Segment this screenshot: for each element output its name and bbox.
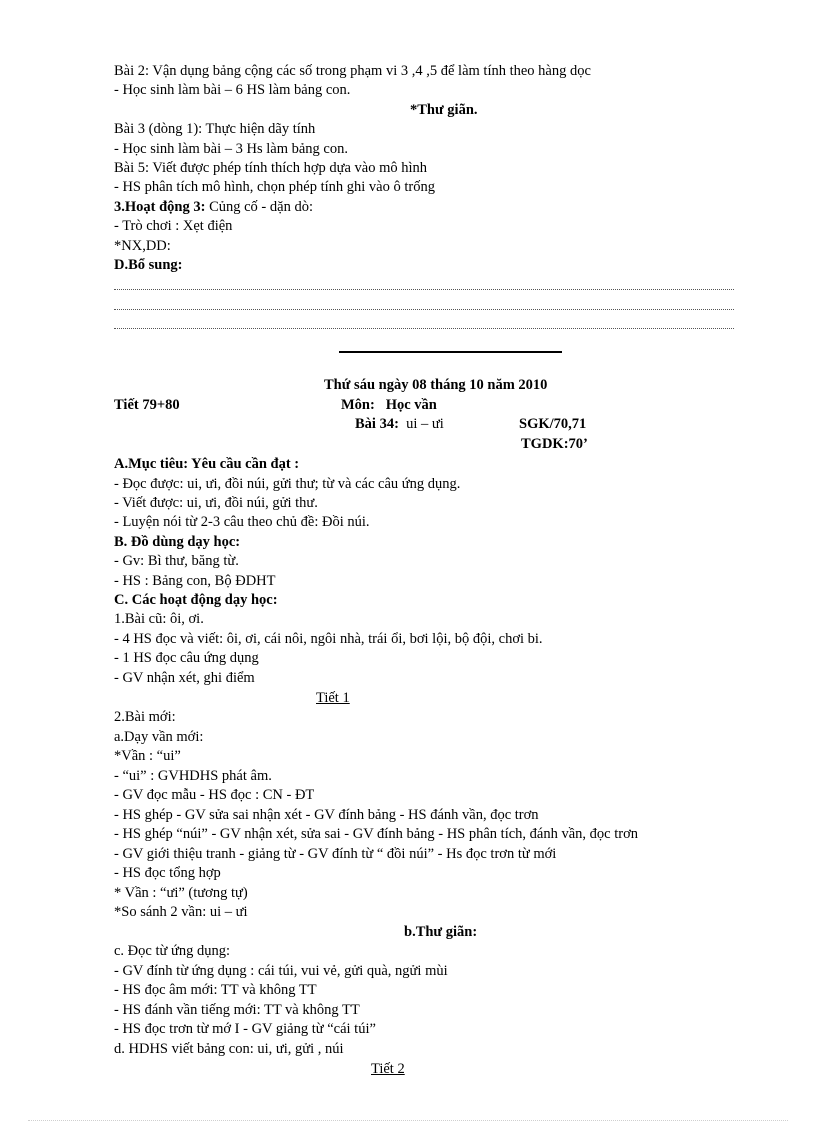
exercise-5-line: Bài 5: Viết được phép tính thích hợp dựa vào mô hình (114, 160, 428, 176)
material-item: - Gv: Bì thư, băng từ. (114, 553, 239, 569)
game-line: - Trò chơi : Xẹt điện (114, 218, 233, 234)
applied-line: d. HDHS viết bảng con: ui, ưi, gửi , núi (114, 1041, 344, 1057)
new-lesson-line: *So sánh 2 vần: ui – ưi (114, 904, 248, 920)
exercise-2-note: - Học sinh làm bài – 6 HS làm bảng con. (114, 82, 351, 98)
exercise-2-line: Bài 2: Vận dụng bảng cộng các số trong phạm vi 3 ,4 ,5 để làm tính theo hàng dọc (114, 63, 591, 79)
lesson-title: ui – ưi (406, 416, 444, 432)
new-lesson-line: 2.Bài mới: (114, 709, 176, 725)
lesson-date: Thứ sáu ngày 08 tháng 10 năm 2010 (324, 377, 548, 393)
new-lesson-line: - GV đọc mẫu - HS đọc : CN - ĐT (114, 787, 315, 803)
dotted-line-1 (114, 289, 734, 290)
new-lesson-line: - HS ghép “núi” - GV nhận xét, sửa sai - GV đính bảng - HS phân tích, đánh vần, đọc trơn (114, 826, 639, 842)
page-edge (28, 1120, 788, 1121)
old-lesson-line: 1.Bài cũ: ôi, ơi. (114, 611, 204, 627)
break-heading-2: b.Thư giãn: (404, 924, 478, 940)
new-lesson-line: - HS ghép - GV sửa sai nhận xét - GV đính bảng - HS đánh vần, đọc trơn (114, 807, 539, 823)
period-number: Tiết 79+80 (114, 397, 180, 413)
new-lesson-line: a.Dạy vần mới: (114, 729, 204, 745)
old-lesson-line: - 4 HS đọc và viết: ôi, ơi, cái nôi, ngôi nhà, trái ổi, bơi lội, bộ đội, chơi bi. (114, 631, 543, 647)
applied-line: - GV đính từ ứng dụng : cái túi, vui vẻ, gửi quà, ngửi mùi (114, 963, 448, 979)
subject-name: Học vần (385, 397, 437, 413)
material-item: - HS : Bảng con, Bộ ĐDHT (114, 573, 276, 589)
applied-line: - HS đọc trơn từ mớ I - GV giảng từ “cái túi” (114, 1021, 376, 1037)
new-lesson-line: - GV giới thiệu tranh - giảng từ - GV đính từ “ đồi núi” - Hs đọc trơn từ mới (114, 846, 557, 862)
nxdd-line: *NX,DD: (114, 238, 171, 254)
activities-heading: C. Các hoạt động dạy học: (114, 592, 278, 608)
activity-3-label: 3.Hoạt động 3: (114, 199, 206, 215)
applied-line: - HS đánh vần tiếng mới: TT và không TT (114, 1002, 360, 1018)
new-lesson-line: - HS đọc tổng hợp (114, 865, 221, 881)
break-heading-1: *Thư giãn. (410, 102, 478, 118)
lesson-label: Bài 34: (355, 416, 399, 432)
old-lesson-line: - GV nhận xét, ghi điểm (114, 670, 255, 686)
subject-label: Môn: (341, 397, 375, 413)
exercise-3-line: Bài 3 (dòng 1): Thực hiện dãy tính (114, 121, 316, 137)
new-lesson-line: * Vần : “ưi” (tương tự) (114, 885, 248, 901)
new-lesson-line: *Vần : “ui” (114, 748, 181, 764)
dotted-line-3 (114, 328, 734, 329)
applied-line: c. Đọc từ ứng dụng: (114, 943, 230, 959)
new-lesson-line: - “ui” : GVHDHS phát âm. (114, 768, 272, 784)
exercise-5-note: - HS phân tích mô hình, chọn phép tính ghi vào ô trống (114, 179, 435, 195)
lesson-line (355, 415, 444, 434)
planned-duration: TGDK:70’ (521, 436, 588, 452)
period-2-heading: Tiết 2 (371, 1061, 405, 1077)
objectives-heading: A.Mục tiêu: Yêu cầu cần đạt : (114, 456, 300, 472)
activity-3-line (114, 198, 313, 217)
supplement-heading: D.Bổ sung: (114, 257, 183, 273)
activity-3-text: Củng cố - dặn dò: (205, 199, 313, 215)
dotted-line-2 (114, 309, 734, 310)
objective-item: - Đọc được: ui, ưi, đồi núi, gửi thư; từ và các câu ứng dụng. (114, 476, 461, 492)
objective-item: - Viết được: ui, ưi, đồi núi, gửi thư. (114, 495, 318, 511)
exercise-3-note: - Học sinh làm bài – 3 Hs làm bảng con. (114, 141, 348, 157)
old-lesson-line: - 1 HS đọc câu ứng dụng (114, 650, 259, 666)
applied-line: - HS đọc âm mới: TT và không TT (114, 982, 317, 998)
textbook-pages: SGK/70,71 (519, 416, 587, 432)
section-divider (339, 351, 562, 353)
objective-item: - Luyện nói từ 2-3 câu theo chủ đề: Đồi núi. (114, 514, 370, 530)
subject-line (341, 396, 437, 415)
period-1-heading: Tiết 1 (316, 690, 350, 706)
materials-heading: B. Đồ dùng dạy học: (114, 534, 241, 550)
